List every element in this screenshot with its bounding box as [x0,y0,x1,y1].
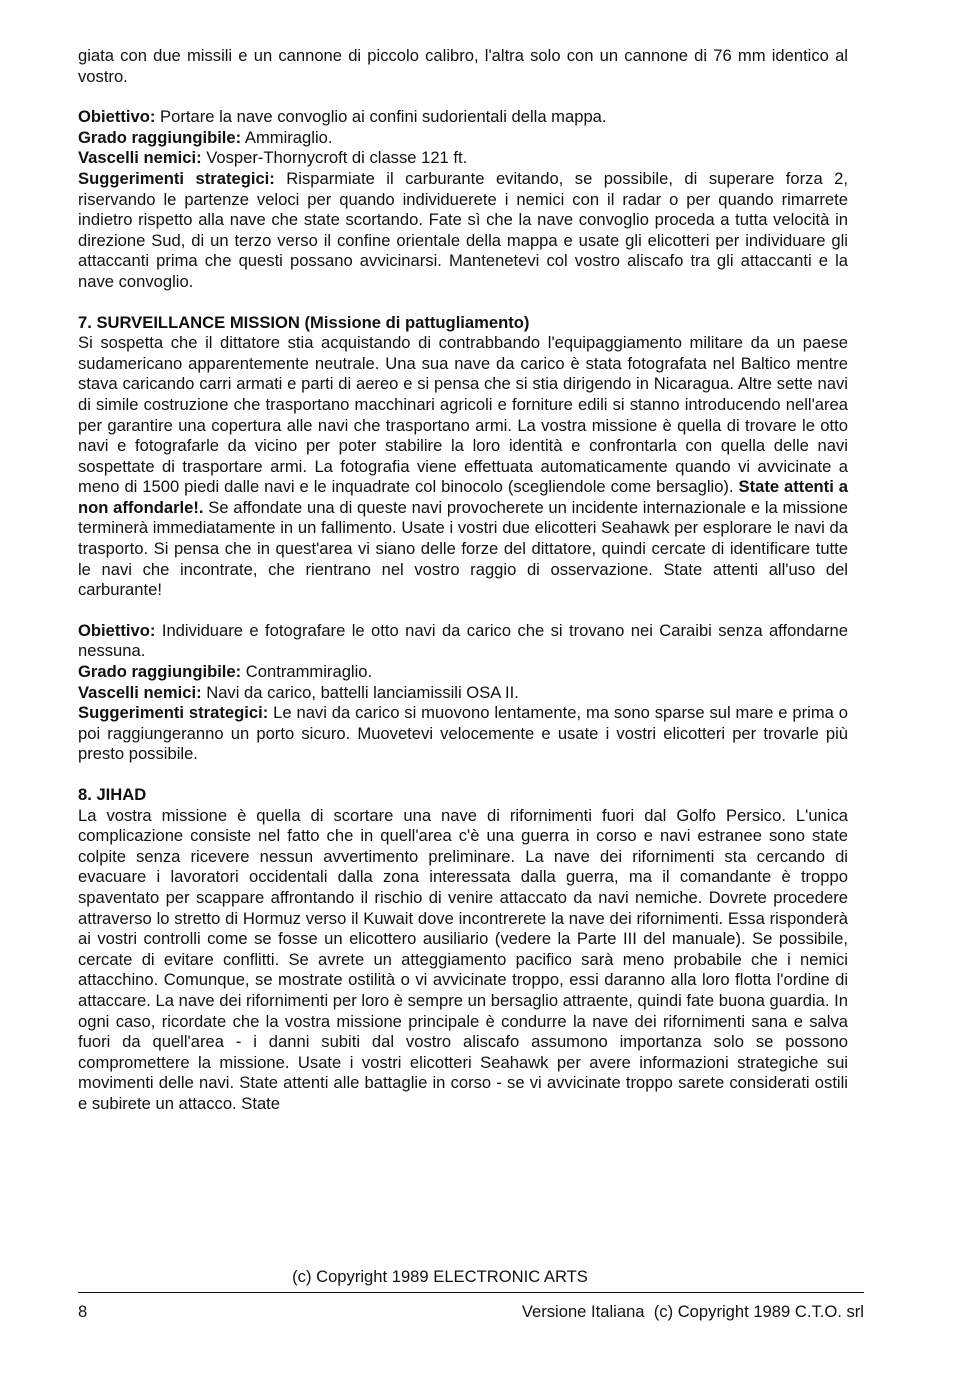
m6-objective-label: Obiettivo: [78,107,156,127]
m7-heading: 7. SURVEILLANCE MISSION (Missione di pattugliamento) [78,312,530,332]
m7-tips-label: Suggerimenti strategici: [78,703,269,723]
m6-enemies-label: Vascelli nemici: [78,148,202,168]
page-body [78,46,848,1115]
m6-tips [78,169,848,293]
m7-tips-text: Le navi da carico si muovono lentamente, ma sono sparse sul mare e prima o poi raggiungeranno un porto sicuro. Muovetevi velocemente e usate i vostri elicotteri per trovarle più presto possibile. [78,703,848,764]
m7-body [78,333,848,601]
m7-objective-text: Individuare e fotografare le otto navi da carico che si trovano nei Caraibi senza affondarne nessuna. [78,620,848,661]
m7-body-b: Se affondate una di queste navi provocherete un incidente internazionale e la missione terminerà immediatamente in un fallimento. Usate i vostri due elicotteri Seahawk per esplorare le navi da trasporto. Si pensa che in quest'area vi siano delle forze del dittatore, quindi cercate di identificare tutte le navi che incontrate, che rientrano nel vostro raggio di osservazione. State attenti all'uso del carburante! [78,497,848,600]
m6-objective [78,107,848,128]
m6-enemies-text: Vosper-Thornycroft di classe 121 ft. [201,148,468,168]
m7-grade-label: Grado raggiungibile: [78,662,242,682]
m6-enemies [78,148,848,169]
intro-paragraph: giata con due missili e un cannone di piccolo calibro, l'altra solo con un cannone di 76 mm identico al vostro. [78,46,848,86]
m6-grade-label: Grado raggiungibile: [78,127,242,147]
m7-objective [78,621,848,662]
m7-enemies-label: Vascelli nemici: [78,682,202,702]
m8-heading: 8. JIHAD [78,785,147,804]
m7-objective-label: Obiettivo: [78,620,156,640]
footer-version: Versione Italiana (c) Copyright 1989 C.T.O. srl [521,1302,864,1321]
m6-grade-text: Ammiraglio. [241,127,333,147]
m8-body: La vostra missione è quella di scortare una nave di rifornimenti fuori dal Golfo Persico. L'unica complicazione consiste nel fatto che in quell'area c'è una guerra in corso e navi estranee sono state colpite senza ricevere nessun avvertimento preliminare. La nave dei rifornimenti sta cercando di evacuare i lavoratori occidentali dalla zona interessata dalla guerra, ma il comandante è troppo spaventato per scappare affrontando il rischio di venire attaccato da navi nemiche. Dovrete procedere attraverso lo stretto di Hormuz verso il Kuwait dove incontrerete la nave dei rifornimenti. Essa risponderà ai vostri controlli come se fosse un elicottero ausiliario (vedere la Parte III del manuale). Se possibile, cercate di evitare conflitti. Se avrete un atteggiamento pacifico sarà meno probabile che i nemici attacchino. Comunque, se mostrate ostilità o vi avvicinate troppo, essi daranno alla loro flotta l'ordine di attaccare. La nave dei rifornimenti per loro è sempre un bersaglio attraente, quindi fate buona guardia. In ogni caso, ricordate che la vostra missione principale è condurre la nave dei rifornimenti sana e salva fuori da quell'area - i danni subiti dal vostro aliscafo assumono importanza solo se possono compromettere la missione. Usate i vostri elicotteri Seahawk per avere informazioni strategiche sui movimenti delle navi. State attenti alle battaglie in corso - se vi avvicinate troppo sarete considerati ostili e subirete un attacco. State [78,805,848,1113]
m7-enemies [78,683,848,704]
footer-divider [78,1292,864,1293]
m6-tips-text: Risparmiate il carburante evitando, se possibile, di superare forza 2, riservando le partenze veloci per quando individuerete i nemici con il radar o per quando rimarrete indietro rispetto alla nave che state scortando. Fate sì che la nave convoglio proceda a tutta velocità in direzione Sud, di un terzo verso il confine orientale della mappa e usate gli elicotteri per individuare gli attaccanti prima che questi possano avvicinarsi. Mantenetevi col vostro aliscafo tra gli attaccanti e la nave convoglio. [78,168,848,291]
m7-grade-text: Contrammiraglio. [241,662,373,682]
m6-tips-label: Suggerimenti strategici: [78,168,275,188]
footer-copyright: (c) Copyright 1989 ELECTRONIC ARTS [292,1267,588,1286]
m7-body-bold: State attenti a non affondarle!. [78,477,848,517]
m7-grade [78,662,848,683]
page-number: 8 [78,1302,88,1321]
m6-objective-text: Portare la nave convoglio ai confini sudorientali della mappa. [155,107,607,127]
m7-enemies-text: Navi da carico, battelli lanciamissili OSA II. [201,682,519,702]
m7-body-a: Si sospetta che il dittatore stia acquistando di contrabbando l'equipaggiamento militare da un paese sudamericano apparentemente neutrale. Una sua nave da carico è stata fotografata nel Baltico mentre stava caricando carri armati e parti di aereo e si pensa che si stia dirigendo in Nicaragua. Altre sette navi di simile costruzione che trasportano macchinari agricoli e forniture edili si stanno introducendo nell'area per garantire una copertura alle navi che trasportano armi. La vostra missione è quella di trovare le otto navi e fotografarle da vicino per poter stabilire la loro identità e confrontarla con quella delle navi sospettate di trasportare armi. La fotografia viene effettuata automaticamente quando vi avvicinate a meno di 1500 piedi dalle navi e le inquadrate col binocolo (scegliendole come bersaglio). [78,333,848,497]
m6-grade [78,128,848,149]
m7-tips [78,703,848,765]
